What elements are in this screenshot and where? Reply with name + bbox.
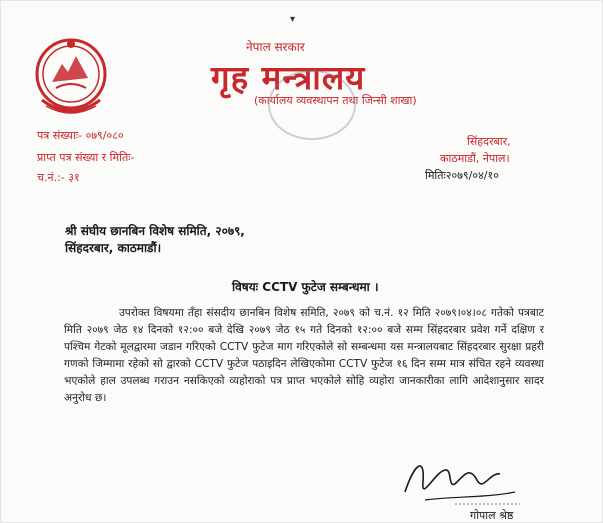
addressee-line1: श्री संघीय छानबिन विशेष समिति, २०७९, — [65, 224, 245, 238]
subject-line: विषयः CCTV फुटेज सम्बन्धमा । — [232, 280, 379, 294]
letter-date: मितिः२०७९/०४/१० — [425, 169, 499, 182]
dispatch-number: च.नं.:- ३१ — [37, 171, 80, 184]
office-stamp — [268, 70, 356, 140]
place-line1: सिंहदरबार, — [467, 135, 511, 148]
place-line2: काठमाडौं, नेपाल। — [440, 152, 510, 165]
signature-icon — [395, 452, 535, 512]
government-name: नेपाल सरकार — [246, 40, 305, 54]
letter-body: उपरोक्त विषयमा तँहा संसदीय छानबिन विशेष समिति, २०७९ को च.नं. १२ मिति २०७९।०४।०८ गतेको पत्रबाट मिति २०७९ जेठ १४ दिनको १२:०० बजे देखि २०७९ जेठ १५ गते दिनको १२:०० बजे सम्म सिंहदरबार प्रवेश गर्ने दक्षिण र पश्चिम गेटको मूलद्वारमा जडान गरिएको CCTV फुटेज माग गरिएकोले सो सम्बन्धमा यस मन्त्रालयबाट सिंहदरबार सुरक्षा प्रहरी गणको जिम्मामा रहेको सो द्वारको CCTV फुटेज पठाइदिन लेखिएकोमा CCTV फुटेज १६ दिन सम्म मात्र संचित रहने व्यवस्था भएकोले हाल उपलब्ध गराउन नसकिएको व्यहोराको पत्र प्राप्त भएकोले सोहि व्यहोरा जानकारीका लागि आदेशानुसार सादर अनुरोध छ। — [64, 307, 544, 404]
received-letter-ref: प्राप्त पत्र संख्या र मितिः- — [37, 151, 135, 164]
nepal-emblem-icon — [30, 30, 112, 122]
letter-number: पत्र संख्याः- ०७९/०८० — [37, 129, 124, 142]
ministry-name: गृह मन्त्रालय — [211, 58, 366, 97]
office-section: (कार्यालय व्यवस्थापन तथा जिन्सी शाखा) — [254, 94, 417, 107]
addressee-line2: सिंहदरबार, काठमाडौं। — [65, 241, 162, 255]
top-mark: ▾ — [290, 14, 296, 25]
signer-name: गोपाल श्रेष्ठ — [470, 509, 514, 522]
